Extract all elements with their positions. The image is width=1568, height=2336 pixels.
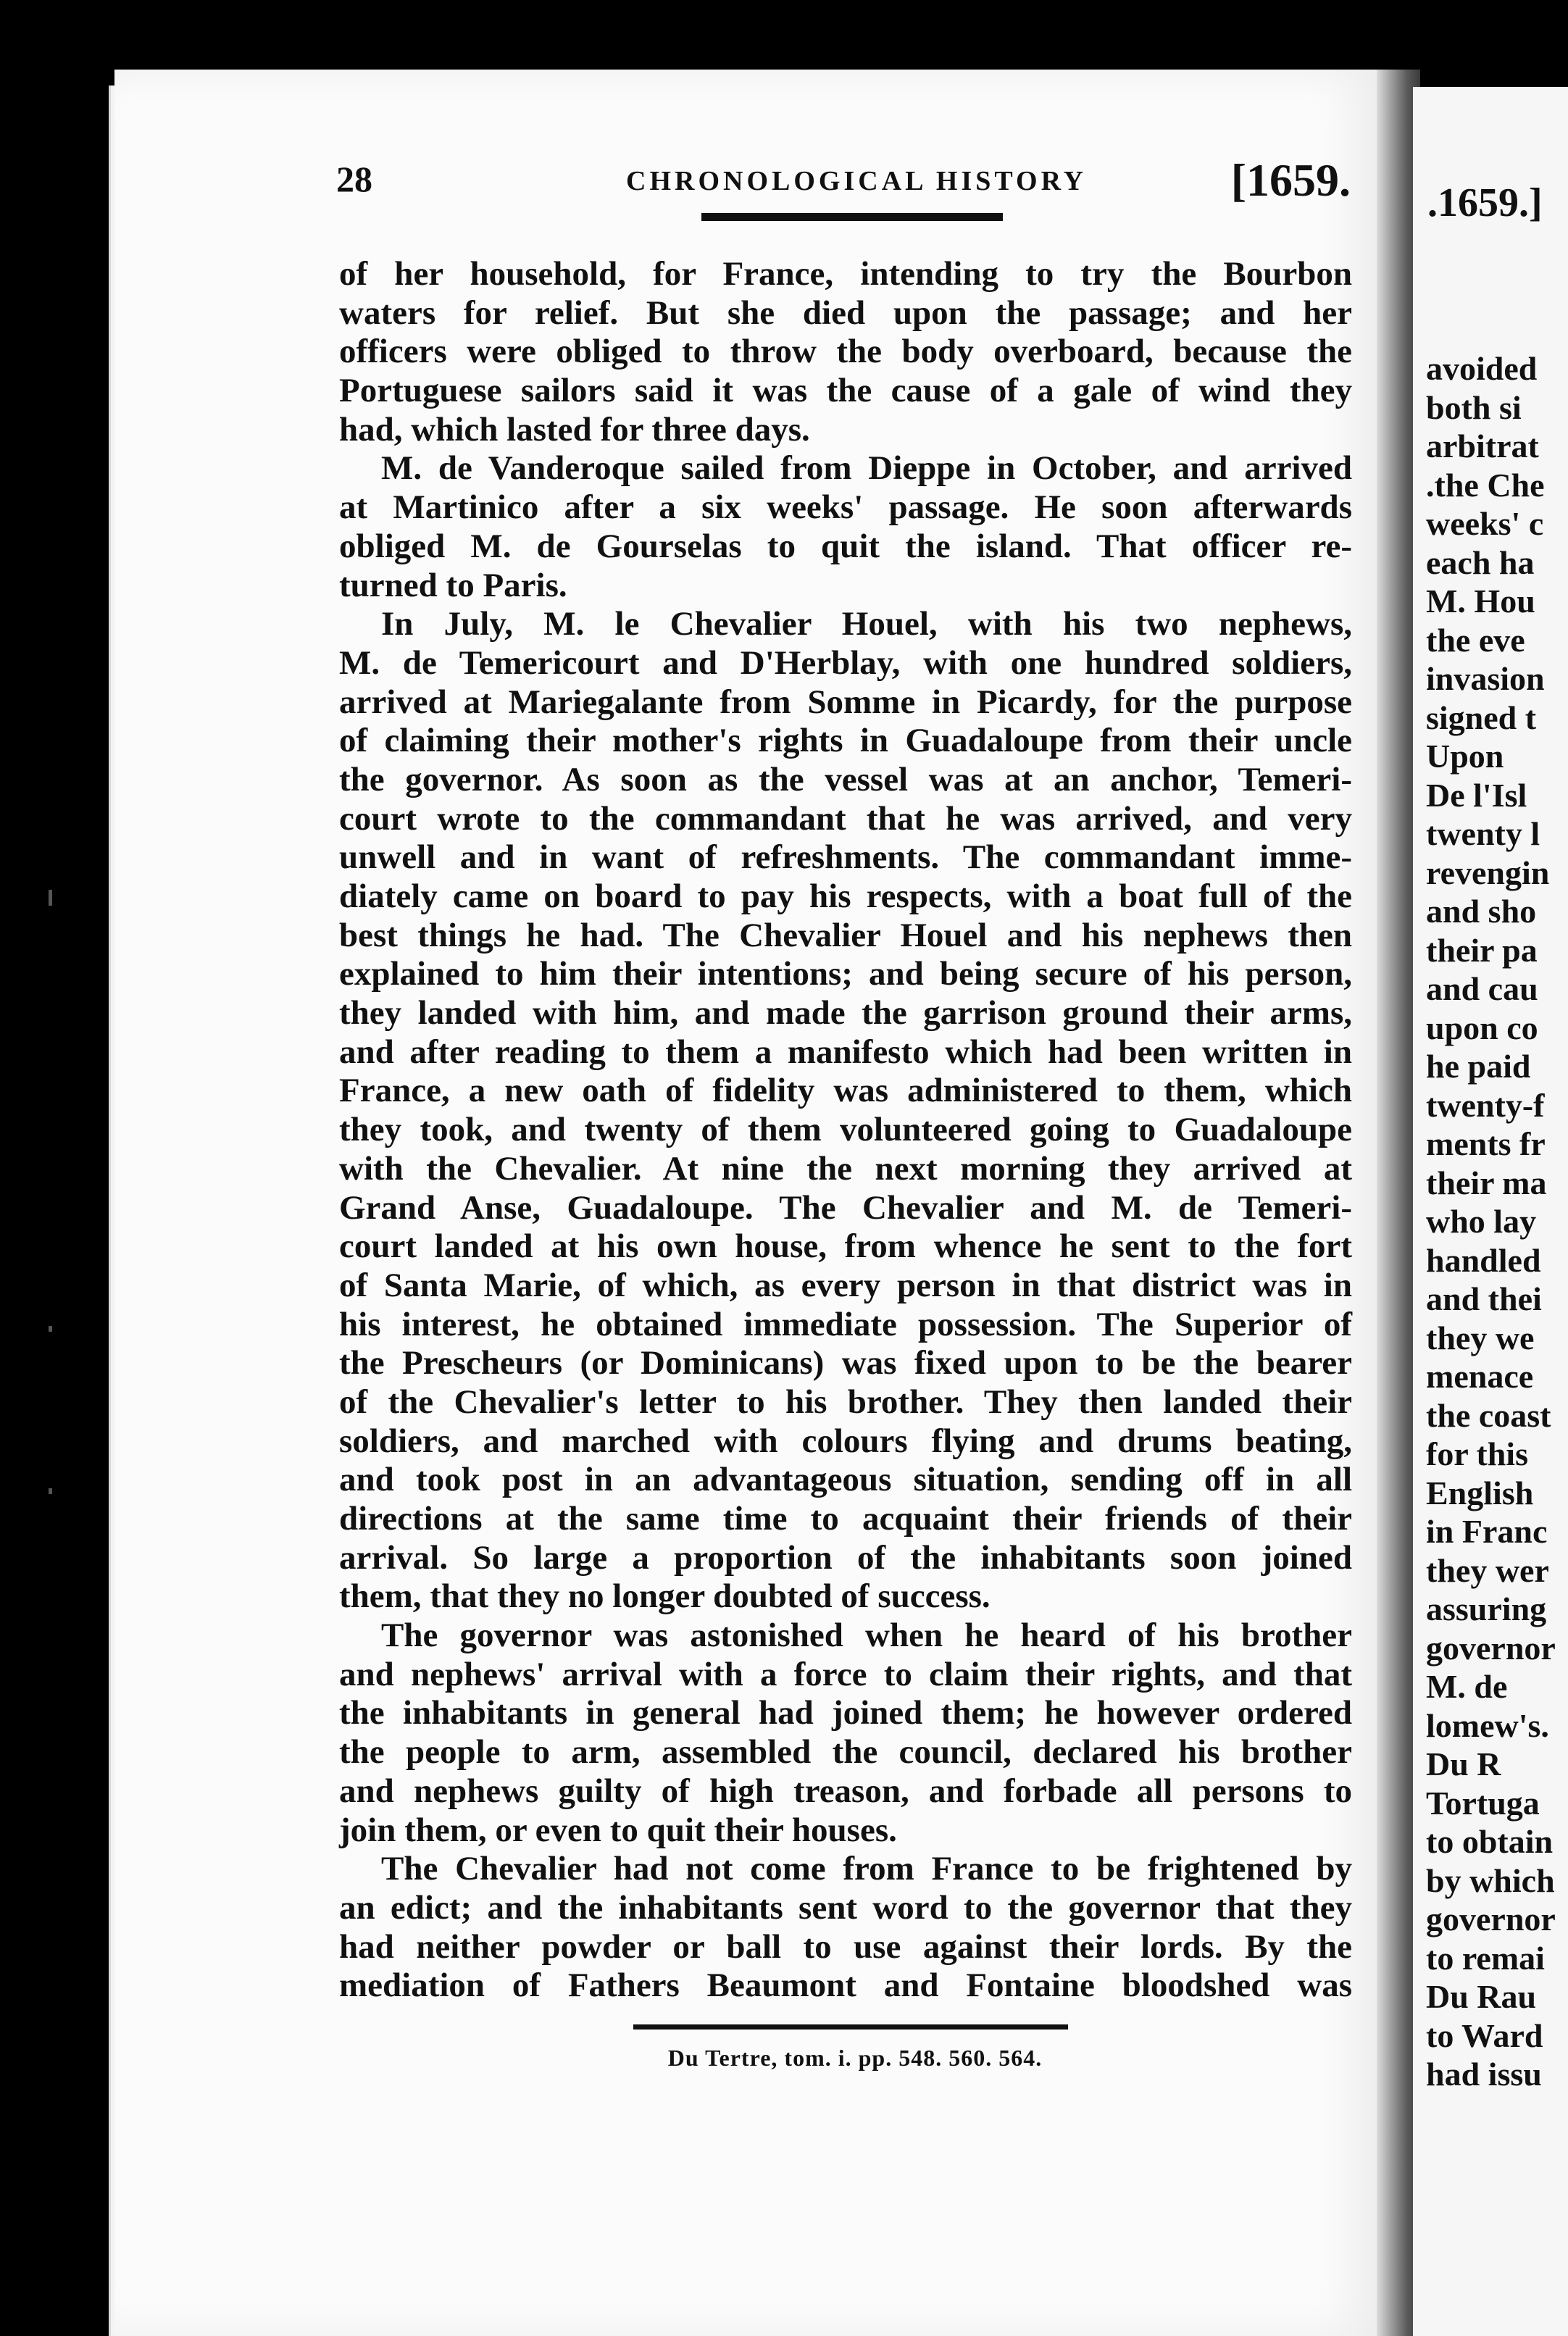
facing-text-line: ments fr bbox=[1426, 1125, 1546, 1162]
facing-text-line: Du Rau bbox=[1426, 1978, 1537, 2015]
text-line: court landed at his own house, from whence he sent to the fort bbox=[339, 1227, 1352, 1266]
text-line: Portuguese sailors said it was the cause of a gale of wind they bbox=[339, 372, 1352, 410]
text-line: In July, M. le Chevalier Houel, with his two nephews, bbox=[381, 605, 1352, 643]
text-line: they took, and twenty of them volunteered going to Guadaloupe bbox=[339, 1111, 1352, 1149]
facing-text-line: M. de bbox=[1426, 1668, 1508, 1705]
text-line: The governor was astonished when he heard of his brother bbox=[381, 1617, 1352, 1655]
facing-text-line: the eve bbox=[1426, 621, 1525, 659]
text-line: court wrote to the commandant that he was arrived, and very bbox=[339, 799, 1352, 838]
facing-text-line: by which bbox=[1426, 1861, 1555, 1899]
facing-text-line: and thei bbox=[1426, 1280, 1542, 1317]
body-text bbox=[339, 255, 1352, 2006]
facing-page-text bbox=[1426, 349, 1568, 2094]
text-line: the Prescheurs (or Dominicans) was fixed upon to be the bearer bbox=[339, 1344, 1352, 1382]
footnote-rule bbox=[633, 2024, 1068, 2030]
facing-text-line: to obtain bbox=[1426, 1823, 1554, 1860]
facing-text-line: De l'Isl bbox=[1426, 776, 1527, 814]
facing-text-line: the coast bbox=[1426, 1396, 1551, 1434]
text-line: and took post in an advantageous situation, sending off in all bbox=[339, 1461, 1352, 1499]
facing-text-line: their ma bbox=[1426, 1164, 1547, 1201]
running-title: CHRONOLOGICAL HISTORY bbox=[626, 166, 1088, 196]
facing-text-line: avoided bbox=[1426, 350, 1538, 387]
text-line: at Martinico after a six weeks' passage. He soon afterwards bbox=[339, 488, 1352, 527]
facing-text-line: English bbox=[1426, 1474, 1534, 1511]
facing-text-line: twenty-f bbox=[1426, 1086, 1545, 1124]
text-line: directions at the same time to acquaint their friends of their bbox=[339, 1500, 1352, 1538]
text-line: best things he had. The Chevalier Houel and his nephews then bbox=[339, 916, 1352, 954]
facing-text-line: to remai bbox=[1426, 1939, 1545, 1977]
text-line: arrived at Mariegalante from Somme in Picardy, for the purpose bbox=[339, 683, 1352, 721]
facing-text-line: menace bbox=[1426, 1358, 1534, 1395]
text-line: diately came on board to pay his respects, with a boat full of the bbox=[339, 877, 1352, 915]
facing-text-line: assuring bbox=[1426, 1590, 1547, 1627]
text-line: unwell and in want of refreshments. The commandant imme- bbox=[339, 838, 1352, 877]
page-number: 28 bbox=[336, 159, 372, 199]
text-line: waters for relief. But she died upon the passage; and her bbox=[339, 293, 1352, 332]
facing-text-line: he paid bbox=[1426, 1048, 1531, 1085]
footnote: Du Tertre, tom. i. pp. 548. 560. 564. bbox=[667, 2045, 1043, 2071]
text-line: join them, or even to quit their houses. bbox=[339, 1811, 897, 1849]
facing-text-line: to Ward bbox=[1426, 2016, 1543, 2054]
text-line: and nephews guilty of high treason, and forbade all persons to bbox=[339, 1772, 1352, 1810]
facing-text-line: they wer bbox=[1426, 1551, 1549, 1589]
text-line: an edict; and the inhabitants sent word to the governor that they bbox=[339, 1888, 1352, 1927]
text-line: explained to him their intentions; and being secure of his person, bbox=[339, 955, 1352, 993]
facing-text-line: in Franc bbox=[1426, 1513, 1548, 1550]
text-line: them, that they no longer doubted of success. bbox=[339, 1577, 991, 1616]
facing-text-line: had issu bbox=[1426, 2056, 1542, 2093]
header-rule bbox=[701, 213, 1003, 221]
facing-page-header: .1659.] bbox=[1427, 180, 1543, 225]
margin-mark bbox=[49, 890, 52, 906]
text-line: obliged M. de Gourselas to quit the island. That officer re- bbox=[339, 527, 1352, 565]
facing-text-line: both si bbox=[1426, 388, 1522, 426]
text-line: Grand Anse, Guadaloupe. The Chevalier and M. de Temeri- bbox=[339, 1188, 1352, 1227]
facing-text-line: signed t bbox=[1426, 698, 1537, 736]
facing-text-line: Tortuga bbox=[1426, 1784, 1540, 1822]
facing-text-line: M. Hou bbox=[1426, 583, 1535, 620]
facing-text-line: and cau bbox=[1426, 970, 1538, 1007]
text-line: of her household, for France, intending to try the Bourbon bbox=[339, 255, 1352, 293]
facing-text-line: each ha bbox=[1426, 543, 1535, 581]
facing-text-line: arbitrat bbox=[1426, 427, 1539, 464]
text-line: had, which lasted for three days. bbox=[339, 410, 810, 449]
facing-text-line: invasion bbox=[1426, 660, 1545, 697]
text-line: they landed with him, and made the garrison ground their arms, bbox=[339, 994, 1352, 1033]
text-line: France, a new oath of fidelity was administered to them, which bbox=[339, 1072, 1352, 1110]
facing-page bbox=[1413, 87, 1568, 2336]
text-line: M. de Vanderoque sailed from Dieppe in October, and arrived bbox=[381, 449, 1352, 488]
facing-text-line: revengin bbox=[1426, 854, 1550, 891]
facing-text-line: for this bbox=[1426, 1435, 1528, 1472]
facing-text-line: governor bbox=[1426, 1901, 1556, 1937]
text-line: of Santa Marie, of which, as every person in that district was in bbox=[339, 1266, 1352, 1304]
facing-text-line: who lay bbox=[1426, 1203, 1537, 1240]
text-line: his interest, he obtained immediate possession. The Superior of bbox=[339, 1305, 1352, 1343]
text-line: had neither powder or ball to use against their lords. By the bbox=[339, 1927, 1352, 1966]
text-line: The Chevalier had not come from France to be frightened by bbox=[381, 1850, 1352, 1888]
text-line: of the Chevalier's letter to his brother. They then landed their bbox=[339, 1382, 1352, 1421]
text-line: turned to Paris. bbox=[339, 566, 567, 604]
text-line: the governor. As soon as the vessel was at an anchor, Temeri- bbox=[339, 760, 1352, 798]
text-line: of claiming their mother's rights in Guadaloupe from their uncle bbox=[339, 722, 1352, 760]
margin-mark bbox=[49, 1488, 52, 1494]
text-line: with the Chevalier. At nine the next morning they arrived at bbox=[339, 1149, 1352, 1188]
text-line: the inhabitants in general had joined them; he however ordered bbox=[339, 1694, 1352, 1732]
facing-text-line: and sho bbox=[1426, 893, 1537, 930]
facing-text-line: governor bbox=[1426, 1629, 1556, 1667]
facing-text-line: their pa bbox=[1426, 931, 1538, 969]
margin-mark bbox=[49, 1326, 52, 1332]
text-line: the people to arm, assembled the council, declared his brother bbox=[339, 1733, 1352, 1772]
facing-text-line: they we bbox=[1426, 1319, 1535, 1356]
text-line: arrival. So large a proportion of the inhabitants soon joined bbox=[339, 1538, 1352, 1577]
text-line: mediation of Fathers Beaumont and Fontaine bloodshed was bbox=[339, 1966, 1352, 2005]
page-header bbox=[336, 154, 1351, 209]
facing-text-line: upon co bbox=[1426, 1009, 1538, 1046]
facing-text-line: twenty l bbox=[1426, 815, 1540, 852]
facing-text-line: Du R bbox=[1426, 1745, 1501, 1782]
facing-text-line: .the Che bbox=[1426, 466, 1545, 504]
facing-text-line: weeks' c bbox=[1426, 505, 1544, 542]
year-heading: [1659. bbox=[1230, 154, 1351, 206]
facing-text-line: lomew's. bbox=[1426, 1706, 1549, 1744]
facing-text-line: handled bbox=[1426, 1241, 1541, 1279]
text-line: soldiers, and marched with colours flying and drums beating, bbox=[339, 1422, 1352, 1460]
text-line: and after reading to them a manifesto which had been written in bbox=[339, 1033, 1352, 1071]
facing-text-line: Upon bbox=[1426, 738, 1504, 775]
text-line: M. de Temericourt and D'Herblay, with one hundred soldiers, bbox=[339, 643, 1352, 682]
text-line: and nephews' arrival with a force to claim their rights, and that bbox=[339, 1655, 1352, 1693]
text-line: officers were obliged to throw the body overboard, because the bbox=[339, 333, 1352, 371]
